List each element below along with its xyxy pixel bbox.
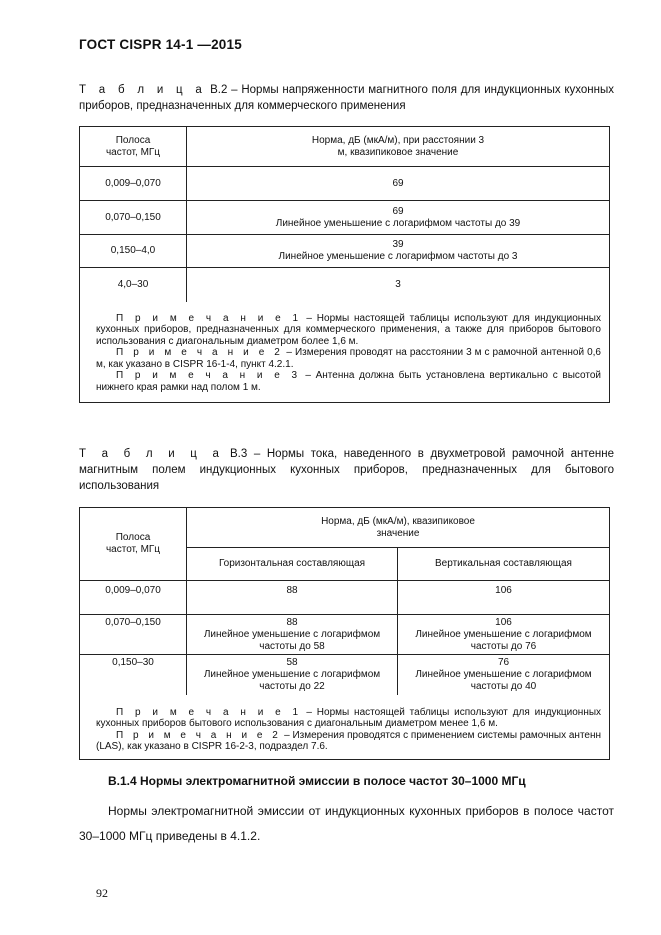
table-row xyxy=(80,201,610,235)
table-b2-header-norm: Норма, дБ (мкА/м), при расстоянии 3 м, квазипиковое значение xyxy=(187,127,610,167)
table-b3-label: Т а б л и ц а xyxy=(79,448,224,460)
table-row xyxy=(80,615,610,655)
freq-cell: 0,009–0,070 xyxy=(80,581,187,615)
table-row xyxy=(80,167,610,201)
table-b3-caption-text: В.3 – Нормы тока, наведенного в двухметровой рамочной антенне магнитным полем индукционных кухонных приборов, предназначенных для бытового использования xyxy=(79,448,615,492)
note-2: П р и м е ч а н и е 2 – Измерения проводятся с применением системы рамочных антенн (LAS), как указано в CISPR 16-2-3, подраздел 7.6. xyxy=(96,729,602,753)
page-number: 92 xyxy=(96,886,108,900)
v-cell: 106 Линейное уменьшение с логарифмом частоты до 76 xyxy=(398,615,610,655)
h-cell: 88 xyxy=(187,581,398,615)
table-b2-header-freq: Полоса частот, МГц xyxy=(80,127,187,167)
section-heading: В.1.4 Нормы электромагнитной эмиссии в полосе частот 30–1000 МГц xyxy=(108,774,526,788)
table-b3-header-horizontal: Горизонтальная составляющая xyxy=(187,548,398,581)
h-cell: 58 Линейное уменьшение с логарифмом частоты до 22 xyxy=(187,655,398,695)
table-b3 xyxy=(79,507,610,760)
table-row xyxy=(80,268,610,302)
norm-cell: 69 xyxy=(187,167,610,201)
table-b2-notes xyxy=(80,302,610,403)
note-1: П р и м е ч а н и е 1 – Нормы настоящей таблицы используют для индукционных кухонных приборов, предназначенных для коммерческого применения, а также для приборов бытового использования с диагональным диаметром более 1,6 м. xyxy=(96,312,601,347)
table-b3-notes xyxy=(80,695,610,760)
table-b2-caption-text: В.2 – Нормы напряженности магнитного поля для индукционных кухонных приборов, предназначенных для коммерческого применения xyxy=(79,84,615,112)
v-cell: 106 xyxy=(398,581,610,615)
v-cell: 76 Линейное уменьшение с логарифмом частоты до 40 xyxy=(398,655,610,695)
freq-cell: 0,150–4,0 xyxy=(80,235,187,268)
table-b3-header-vertical: Вертикальная составляющая xyxy=(398,548,610,581)
document-header: ГОСТ CISPR 14-1 —2015 xyxy=(79,37,242,52)
table-b3-header-norm: Норма, дБ (мкА/м), квазипиковое значение xyxy=(187,508,610,548)
freq-cell: 0,150–30 xyxy=(80,655,187,695)
table-b3-header-freq: Полоса частот, МГц xyxy=(80,508,187,581)
table-row xyxy=(80,581,610,615)
h-cell: 88 Линейное уменьшение с логарифмом частоты до 58 xyxy=(187,615,398,655)
table-b2 xyxy=(79,126,610,403)
norm-cell: 69 Линейное уменьшение с логарифмом частоты до 39 xyxy=(187,201,610,235)
norm-cell: 39 Линейное уменьшение с логарифмом частоты до 3 xyxy=(187,235,610,268)
note-3: П р и м е ч а н и е 3 – Антенна должна быть установлена вертикально с высотой нижнего края рамки над полом 1 м. xyxy=(96,370,601,394)
section-body: Нормы электромагнитной эмиссии от индукционных кухонных приборов в полосе частот 30–1000 МГц приведены в 4.1.2. xyxy=(79,804,614,843)
table-b2-caption xyxy=(79,82,614,114)
table-b3-caption xyxy=(79,446,614,494)
freq-cell: 0,070–0,150 xyxy=(80,201,187,235)
table-row xyxy=(80,235,610,268)
note-2: П р и м е ч а н и е 2 – Измерения проводят на расстоянии 3 м с рамочной антенной 0,6 м, как указано в CISPR 16-1-4, пункт 4.2.1. xyxy=(96,347,601,370)
norm-cell: 3 xyxy=(187,268,610,302)
freq-cell: 0,070–0,150 xyxy=(80,615,187,655)
freq-cell: 0,009–0,070 xyxy=(80,167,187,201)
freq-cell: 4,0–30 xyxy=(80,268,187,302)
note-1: П р и м е ч а н и е 1 – Нормы настоящей таблицы используют для индукционных кухонных приборов бытового использования с диагональным диаметром менее 1,6 м. xyxy=(96,706,602,730)
table-row xyxy=(80,655,610,695)
table-b2-label: Т а б л и ц а xyxy=(79,84,207,96)
